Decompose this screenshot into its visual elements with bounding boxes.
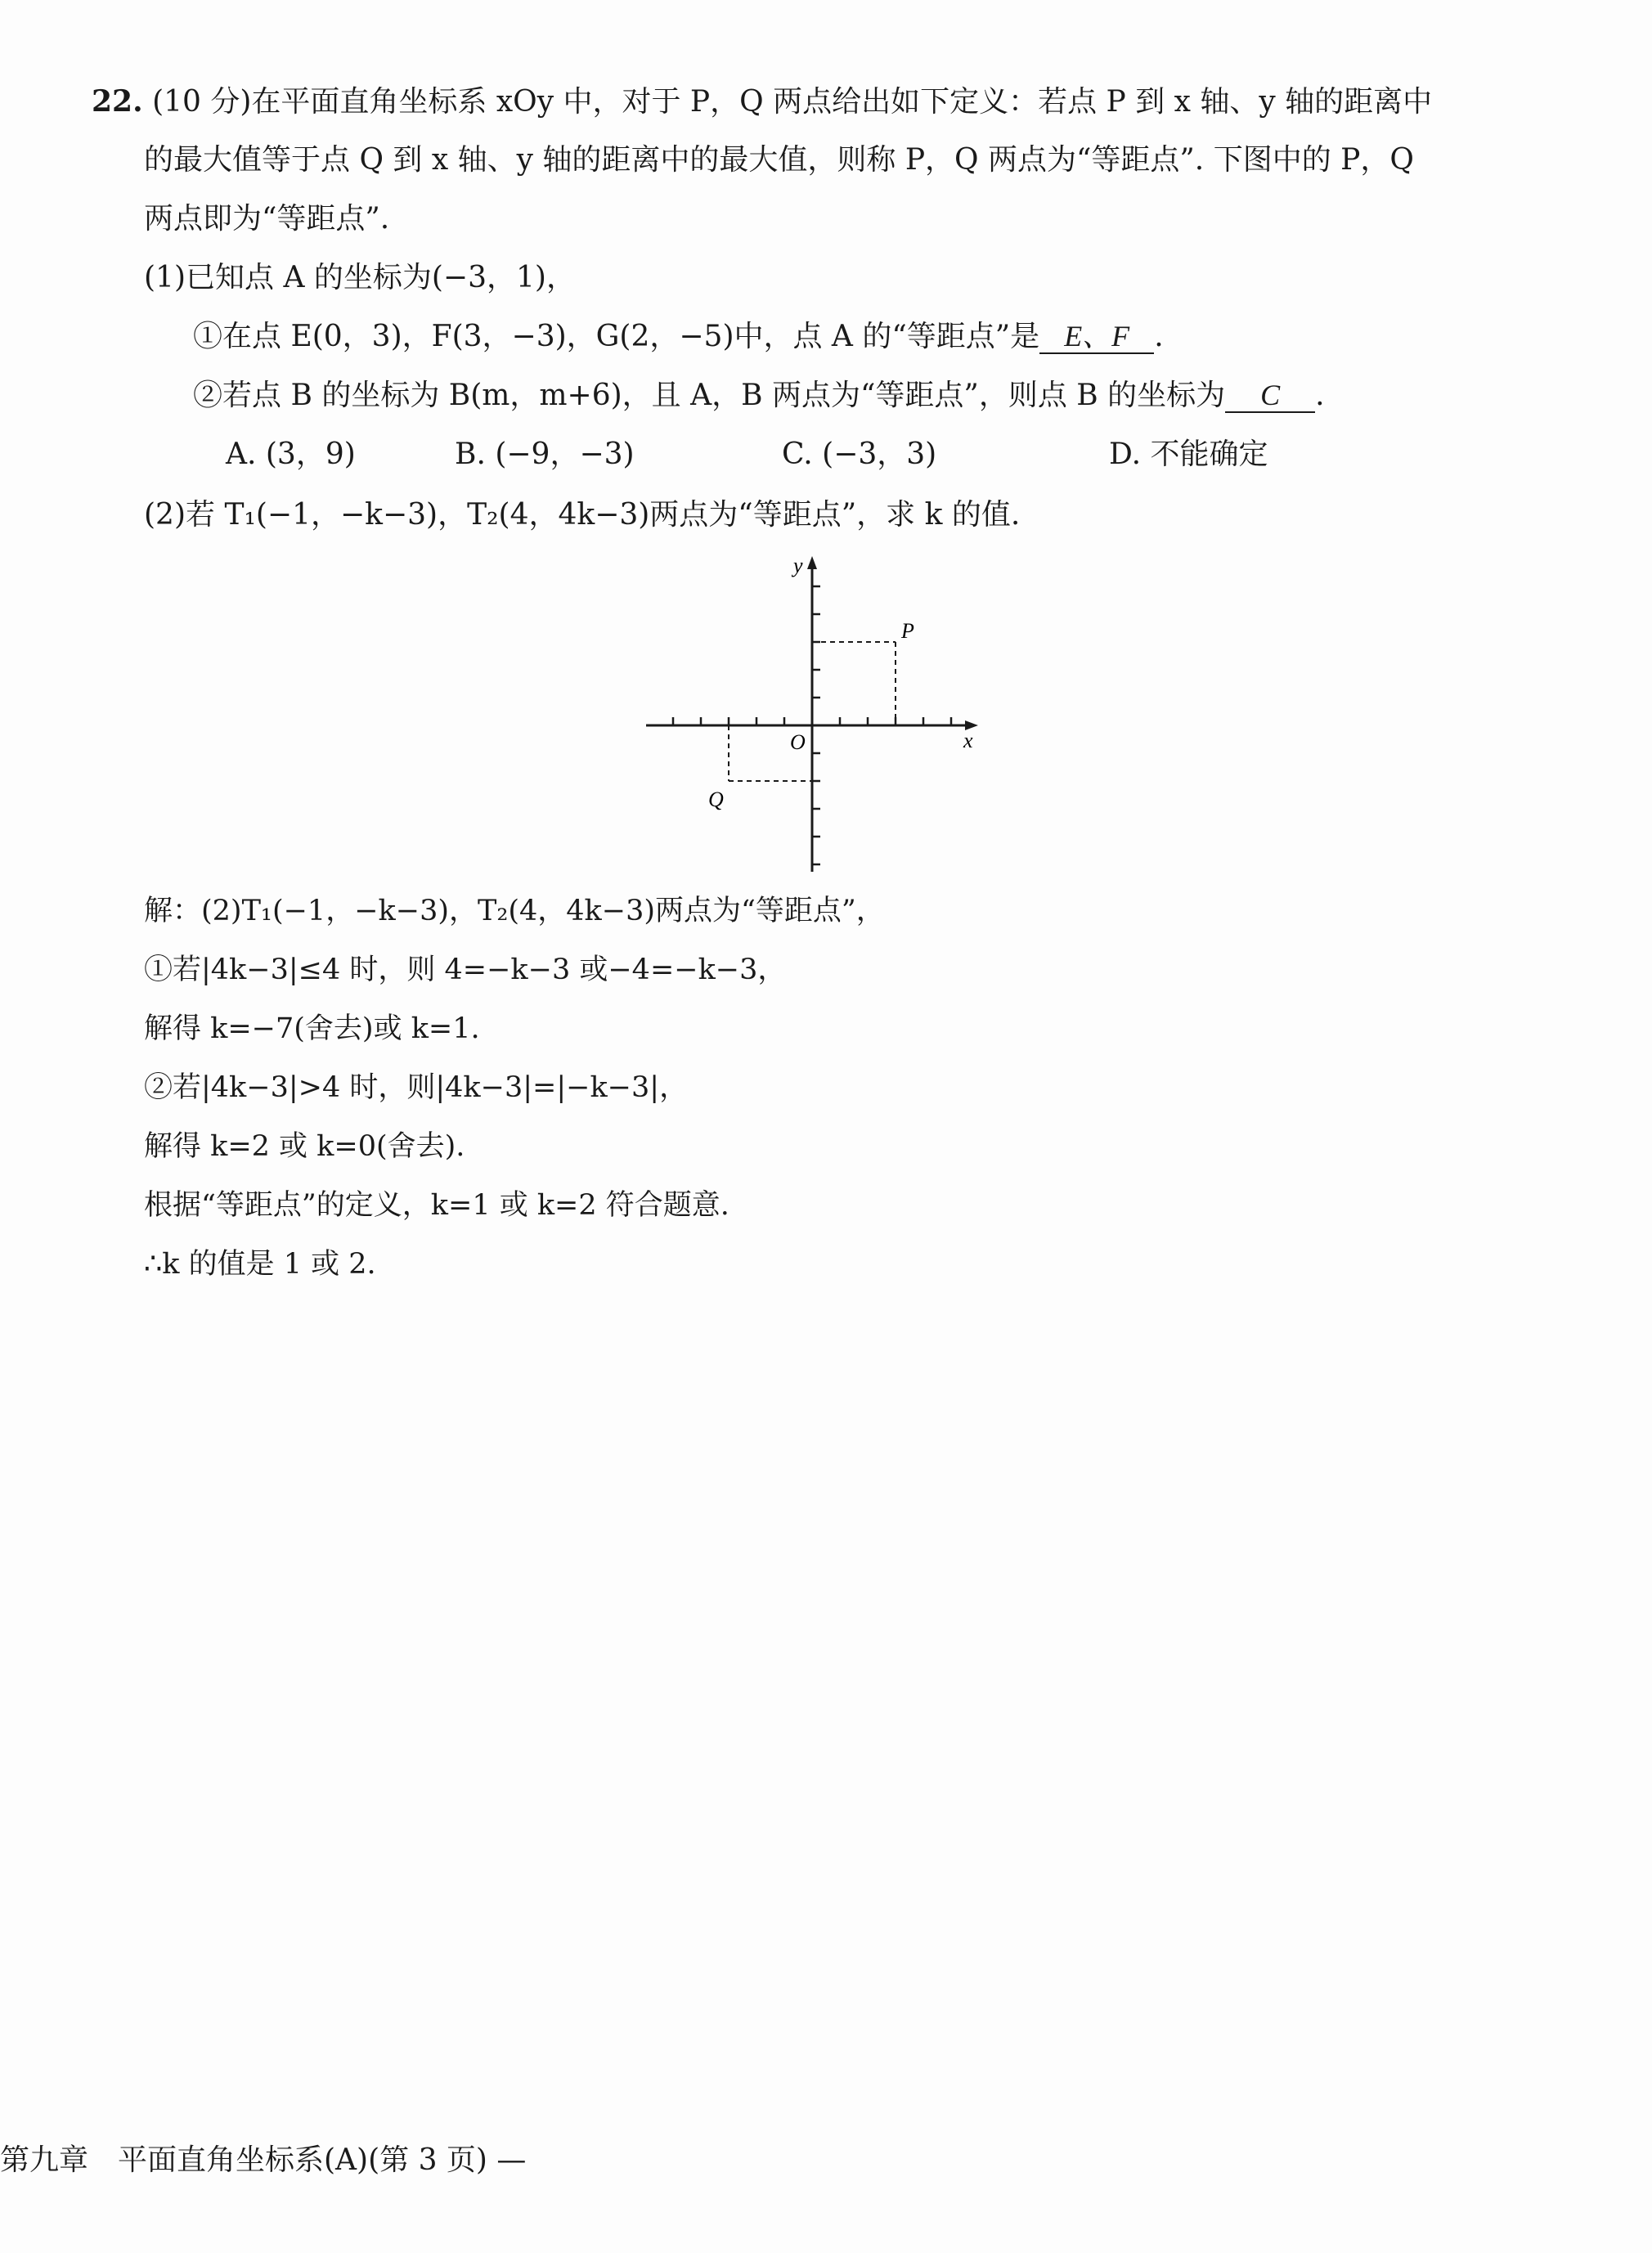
x-axis-label: x: [963, 729, 973, 752]
problem-line-1: [92, 82, 1432, 122]
option-c: C. (−3，3): [782, 438, 937, 471]
problem-text-1: (10 分)在平面直角坐标系 xOy 中，对于 P，Q 两点给出如下定义：若点 P 到 x 轴、y 轴的距离中: [152, 85, 1433, 119]
question-1: [193, 317, 1164, 357]
problem-line-2: 的最大值等于点 Q 到 x 轴、y 轴的距离中的最大值，则称 P，Q 两点为“等距点”. 下图中的 P，Q: [144, 143, 1414, 177]
question-2: [193, 376, 1325, 415]
solution-line-7: ∴k 的值是 1 或 2.: [144, 1248, 376, 1281]
page-footer: 第九章 平面直角坐标系(A)(第 3 页) —: [0, 2143, 527, 2177]
y-axis-label: y: [793, 554, 803, 577]
problem-number: 22.: [92, 84, 143, 119]
problem-line-3: 两点即为“等距点”.: [144, 202, 390, 236]
coordinate-figure: [638, 540, 998, 883]
question-2-answer: C: [1225, 379, 1315, 413]
solution-line-5: 解得 k=2 或 k=0(舍去).: [144, 1130, 465, 1163]
part-1-heading: (1)已知点 A 的坐标为(−3，1)，: [144, 261, 576, 294]
question-1-end: .: [1154, 320, 1164, 353]
solution-line-1: 解：(2)T₁(−1，−k−3)，T₂(4，4k−3)两点为“等距点”，: [144, 895, 885, 927]
solution-line-4: ②若|4k−3|>4 时，则|4k−3|=|−k−3|，: [144, 1071, 689, 1104]
point-q-label: Q: [708, 788, 724, 811]
option-d: D. 不能确定: [1109, 438, 1268, 471]
part-2-heading: (2)若 T₁(−1，−k−3)，T₂(4，4k−3)两点为“等距点”，求 k 的值.: [144, 498, 1021, 532]
option-a: A. (3，9): [226, 438, 356, 471]
origin-label: O: [790, 730, 806, 754]
point-p-guides: [812, 642, 896, 725]
solution-line-6: 根据“等距点”的定义，k=1 或 k=2 符合题意.: [144, 1189, 729, 1222]
question-2-text: ②若点 B 的坐标为 B(m，m+6)，且 A，B 两点为“等距点”，则点 B 的坐标为: [193, 379, 1226, 412]
question-2-end: .: [1315, 379, 1325, 412]
y-axis-arrow: [807, 556, 817, 569]
solution-line-2: ①若|4k−3|≤4 时，则 4=−k−3 或−4=−k−3，: [144, 954, 787, 986]
question-1-text: ①在点 E(0，3)，F(3，−3)，G(2，−5)中，点 A 的“等距点”是: [193, 320, 1040, 353]
question-1-answer: E、F: [1039, 320, 1154, 354]
option-b: B. (−9，−3): [455, 438, 635, 471]
solution-line-3: 解得 k=−7(舍去)或 k=1.: [144, 1012, 480, 1045]
point-p-label: P: [901, 619, 914, 643]
